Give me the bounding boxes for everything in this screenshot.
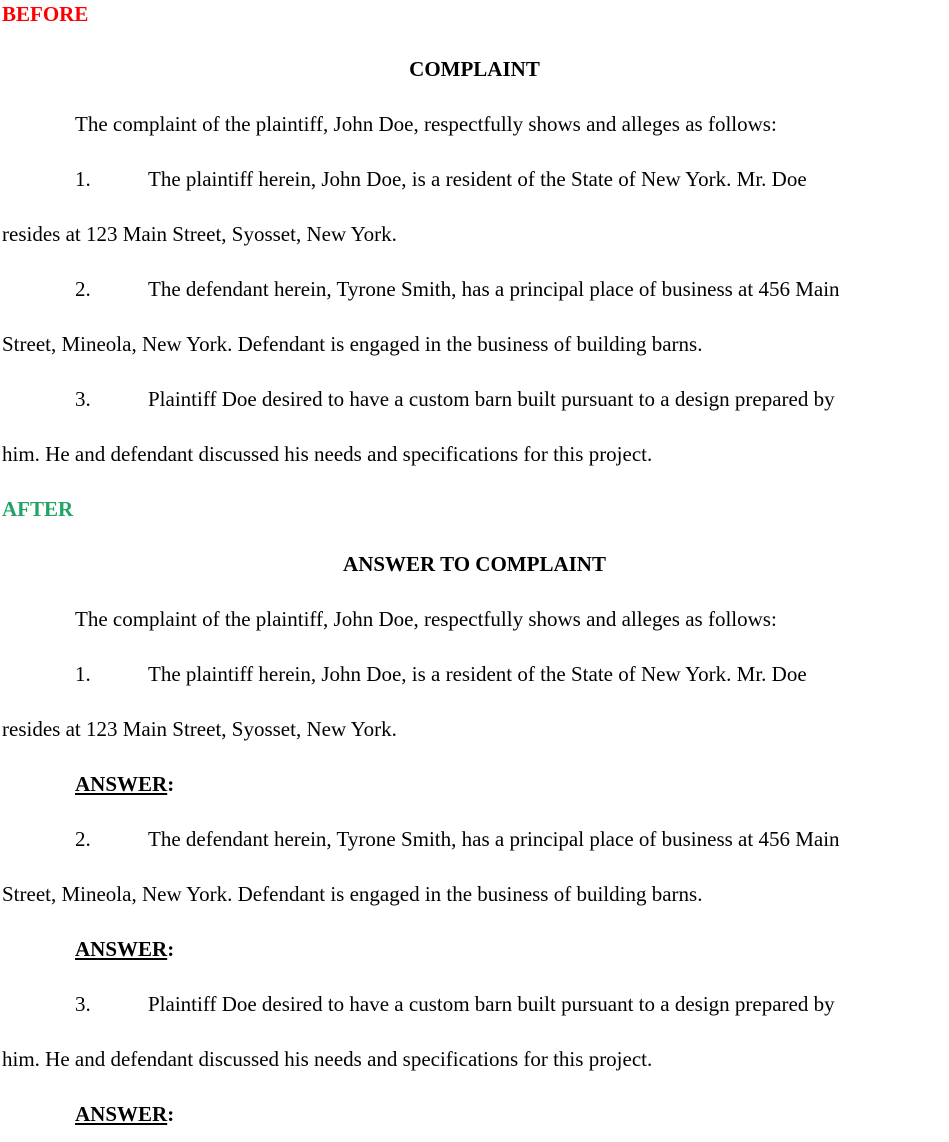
after-paragraph-1 xyxy=(2,647,947,757)
paragraph-text: Street, Mineola, New York. Defendant is engaged in the business of building barns. xyxy=(2,882,703,906)
paragraph-text: him. He and defendant discussed his needs and specifications for this project. xyxy=(2,442,653,466)
paragraph-text: The plaintiff herein, John Doe, is a resident of the State of New York. Mr. Doe xyxy=(148,167,807,191)
after-intro-text: The complaint of the plaintiff, John Doe, respectfully shows and alleges as follows: xyxy=(75,607,777,631)
paragraph-text: Plaintiff Doe desired to have a custom barn built pursuant to a design prepared by xyxy=(148,387,835,411)
before-intro xyxy=(2,97,947,152)
answer-label: ANSWER xyxy=(75,937,168,961)
before-paragraph-1 xyxy=(2,152,947,262)
answer-colon: : xyxy=(167,1102,175,1126)
paragraph-number: 2. xyxy=(75,277,91,301)
paragraph-text: resides at 123 Main Street, Syosset, New York. xyxy=(2,717,397,741)
after-intro xyxy=(2,592,947,647)
paragraph-text: Street, Mineola, New York. Defendant is engaged in the business of building barns. xyxy=(2,332,703,356)
answer-colon: : xyxy=(167,937,175,961)
paragraph-text: The plaintiff herein, John Doe, is a resident of the State of New York. Mr. Doe xyxy=(148,662,807,686)
after-paragraph-2 xyxy=(2,812,947,922)
answer-placeholder-1 xyxy=(75,757,947,812)
before-paragraph-2 xyxy=(2,262,947,372)
paragraph-number: 1. xyxy=(75,167,91,191)
before-intro-text: The complaint of the plaintiff, John Doe, respectfully shows and alleges as follows: xyxy=(75,112,777,136)
paragraph-text: Plaintiff Doe desired to have a custom barn built pursuant to a design prepared by xyxy=(148,992,835,1016)
answer-placeholder-2 xyxy=(75,922,947,977)
answer-placeholder-3 xyxy=(75,1087,947,1142)
answer-colon: : xyxy=(167,772,175,796)
paragraph-text: him. He and defendant discussed his needs and specifications for this project. xyxy=(2,1047,653,1071)
paragraph-text: resides at 123 Main Street, Syosset, New York. xyxy=(2,222,397,246)
paragraph-number: 1. xyxy=(75,662,91,686)
before-label: BEFORE xyxy=(2,2,89,26)
answer-to-complaint-title: ANSWER TO COMPLAINT xyxy=(343,552,606,576)
paragraph-text: The defendant herein, Tyrone Smith, has a principal place of business at 456 Main xyxy=(148,827,840,851)
answer-label: ANSWER xyxy=(75,1102,168,1126)
before-paragraph-3 xyxy=(2,372,947,482)
paragraph-number: 3. xyxy=(75,387,91,411)
paragraph-number: 2. xyxy=(75,827,91,851)
after-section xyxy=(2,537,947,1142)
complaint-title: COMPLAINT xyxy=(409,57,540,81)
paragraph-number: 3. xyxy=(75,992,91,1016)
after-label: AFTER xyxy=(2,497,74,521)
after-paragraph-3 xyxy=(2,977,947,1087)
before-section xyxy=(2,42,947,482)
paragraph-text: The defendant herein, Tyrone Smith, has a principal place of business at 456 Main xyxy=(148,277,840,301)
answer-label: ANSWER xyxy=(75,772,168,796)
